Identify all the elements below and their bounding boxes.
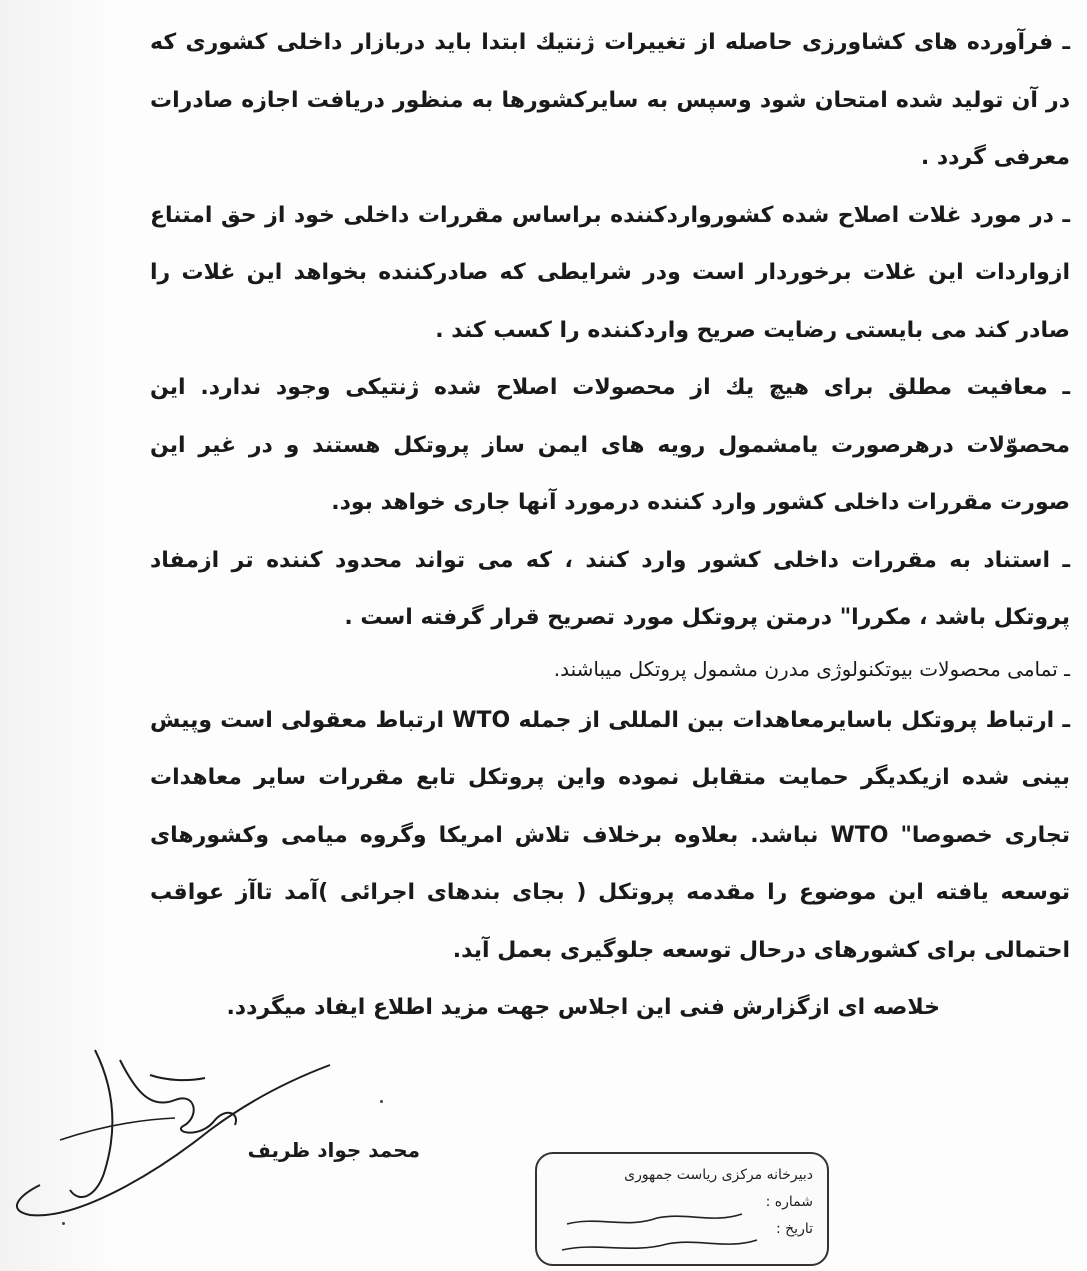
handwritten-signature <box>0 1020 440 1220</box>
stamp-office-line: دبیرخانه مرکزی ریاست جمهوری <box>624 1167 813 1183</box>
paragraph-5: ـ تمامی محصولات بیوتکنولوژی مدرن مشمول پروتکل میباشند. <box>553 656 1070 681</box>
ink-speck <box>380 1100 383 1103</box>
letter-body <box>150 14 1070 1037</box>
paragraph-4: ـ استناد به مقررات داخلی کشور وارد کنند ، که می تواند محدود کننده تر ازمفاد پروتکل باشد ، مکررا" درمتن پروتکل مورد تصریح قرار گرفته است . <box>150 547 1070 630</box>
paragraph-6: ـ ارتباط پروتکل باسایرمعاهدات بین المللی از جمله WTO ارتباط معقولی است وپیش بینی شده ازیکدیگر حمایت متقابل نموده واین پروتکل تابع مقررات سایر معاهدات تجاری خصوصا" WTO نباشد. بعلاوه برخلاف تلاش امریکا وگروه میامی وکشورهای توسعه یافته این موضوع را مقدمه پروتکل ( بجای بندهای اجرائی )آمد تاآز عواقب احتمالی برای کشورهای درحال توسعه جلوگیری بعمل آید. <box>150 707 1070 963</box>
stamp-number-line: شماره : <box>765 1194 813 1210</box>
paragraph-2: ـ در مورد غلات اصلاح شده کشورواردکننده براساس مقررات داخلی خود از حق امتناع ازواردات این غلات برخوردار است ودر شرایطی که صادرکننده بخواهد این غلات را صادر کند می بایستی رضایت صریح واردکننده را کسب کند . <box>150 202 1070 343</box>
closing-line: خلاصه ای ازگزارش فنی این اجلاس جهت مزید اطلاع ایفاد میگردد. <box>226 995 940 1020</box>
paragraph-1: ـ فرآورده های کشاورزی حاصله از تغییرات ژنتیك ابتدا باید دربازار داخلی کشوری که در آن تولید شده امتحان شود وسپس به سایرکشورها به منظور دریافت اجازه صادرات معرفی گردد . <box>150 30 1070 170</box>
stamp-text <box>553 1162 813 1243</box>
signer-name: محمد جواد ظریف <box>247 1138 420 1162</box>
paragraph-3: ـ معافیت مطلق برای هیچ یك از محصولات اصلاح شده ژنتیکی وجود ندارد. این محصوّلات درهرصورت یامشمول رویه های ایمن ساز پروتکل هستند و در غیر این صورت مقررات داخلی کشور وارد کننده درمورد آنها جاری خواهد بود. <box>150 375 1070 515</box>
stamp-date-line: تاریخ : <box>775 1221 813 1237</box>
registration-stamp <box>535 1152 829 1266</box>
ink-speck <box>62 1222 65 1225</box>
